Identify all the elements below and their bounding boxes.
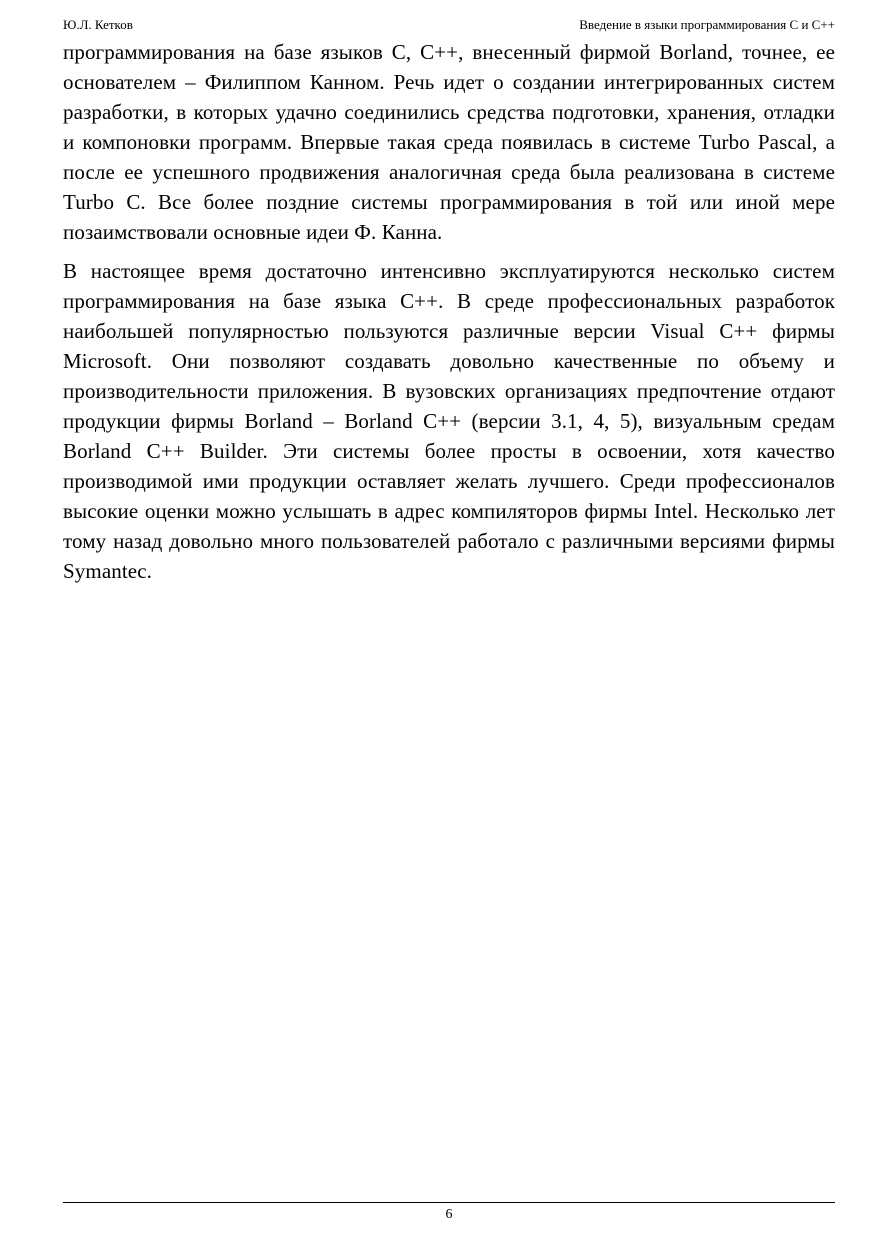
- header-author: Ю.Л. Кетков: [63, 17, 133, 32]
- footer-divider: [63, 1202, 835, 1203]
- page-body: [63, 37, 835, 586]
- paragraph: программирования на базе языков С, С++, внесенный фирмой Borland, точнее, ее основателем – Филиппом Канном. Речь идет о создании интегрированных систем разработки, в которых удачно соединились средства подготовки, хранения, отладки и компоновки программ. Впервые такая среда появилась в системе Turbo Pascal, а после ее успешного продвижения аналогичная среда была реализована в системе Turbo C. Все более поздние системы программирования в той или иной мере позаимствовали основные идеи Ф. Канна.: [63, 40, 835, 244]
- page-number: 6: [445, 1207, 453, 1222]
- page-footer: [63, 1202, 835, 1230]
- page-header: [63, 16, 835, 34]
- paragraph: В настоящее время достаточно интенсивно эксплуатируются несколько систем программирования на базе языка С++. В среде профессиональных разработок наибольшей популярностью пользуются различные версии Visual C++ фирмы Microsoft. Они позволяют создавать довольно качественные по объему и производительности приложения. В вузовских организациях предпочтение отдают продукции фирмы Borland – Borland C++ (версии 3.1, 4, 5), визуальным средам Borland C++ Builder. Эти системы более просты в освоении, хотя качество производимой ими продукции оставляет желать лучшего. Среди профессионалов высокие оценки можно услышать в адрес компиляторов фирмы Intel. Несколько лет тому назад довольно много пользователей работало с различными версиями фирмы Symantec.: [63, 259, 835, 583]
- header-book-title: Введение в языки программирования С и С++: [579, 17, 835, 32]
